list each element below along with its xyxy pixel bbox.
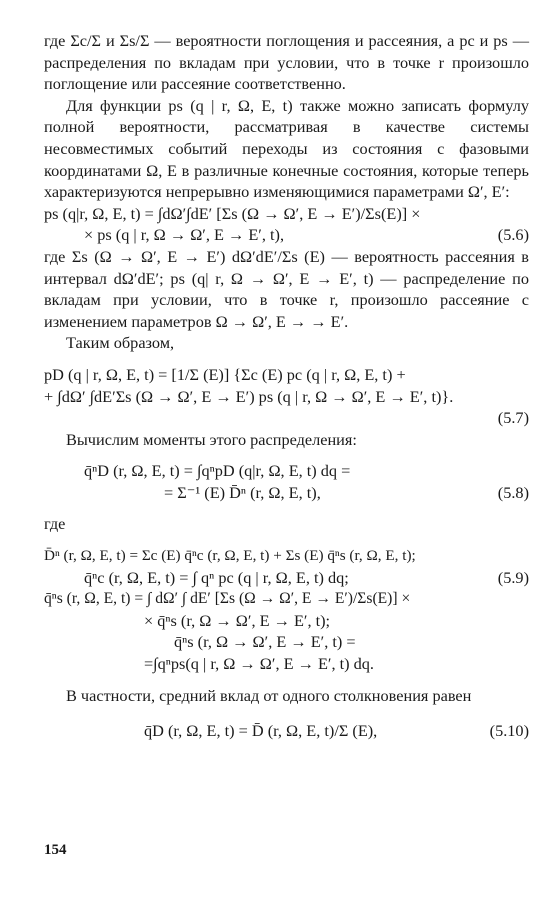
paragraph-7: В частности, средний вклад от одного столкновения равен	[66, 685, 472, 705]
equation-text: pD (q | r, Ω, E, t) = [1/Σ (E)] {Σc (E) pc (q | r, Ω, E, t) +	[44, 364, 406, 384]
equation-text: D̄ⁿ (r, Ω, E, t) = Σc (E) q̄ⁿc (r, Ω, E, t) + Σs (E) q̄ⁿs (r, Ω, E, t);	[44, 547, 416, 565]
equation-number: (5.6)	[497, 225, 529, 245]
equation-text: =∫qⁿps(q | r, Ω → Ω′, E → E′, t) dq.	[144, 654, 374, 674]
paragraph-6: где	[44, 514, 66, 534]
equation-5-7-line-2	[44, 386, 529, 408]
paragraph-1: где Σc/Σ и Σs/Σ — вероятности поглощения и рассеяния, а pc и ps — распределения по вкладам при условии, что в точке r произошло поглощение или рассеяние соответственно.	[44, 31, 529, 94]
paragraph-4: Таким образом,	[66, 333, 175, 353]
paragraph-5: Вычислим моменты этого распределения:	[66, 429, 357, 449]
equation-text: × ps (q | r, Ω → Ω′, E → E′, t),	[84, 225, 285, 245]
equation-5-9-line-4	[44, 610, 529, 632]
page-number: 154	[44, 842, 67, 858]
equation-5-7-number-row	[44, 407, 529, 429]
equation-number: (5.9)	[497, 567, 529, 587]
equation-5-9-line-6	[44, 653, 529, 675]
equation-text: ps (q|r, Ω, E, t) = ∫dΩ′∫dE′ [Σs (Ω → Ω′, E → E′)/Σs(E)] ×	[44, 203, 421, 223]
equation-text: q̄ⁿs (r, Ω, E, t) = ∫ dΩ′ ∫ dE′ [Σs (Ω → Ω′, E → E′)/Σs(E)] ×	[44, 590, 411, 608]
equation-text: = Σ⁻¹ (E) D̄ⁿ (r, Ω, E, t),	[164, 482, 321, 502]
equation-number: (5.10)	[489, 721, 529, 741]
paragraph-3: где Σs (Ω → Ω′, E → E′) dΩ′dE′/Σs (E) — вероятность рассеяния в интервал dΩ′dE′; ps (q| r, Ω → Ω′, E → E′, t) — распределение по вкладам при условии, что в точке r, произошло рассеяние с изменением параметров Ω → Ω′, E → → E′.	[44, 246, 529, 331]
equation-number: (5.8)	[497, 482, 529, 502]
paragraph-2: Для функции ps (q | r, Ω, E, t) также можно записать формулу полной вероятности, рассматривая в качестве системы несовместимых событий переходы из состояния с фазовыми координатами Ω, E в различные конечные состояния, которые теперь характеризуются непрерывно изменяющимися параметрами Ω′, E′:	[44, 95, 529, 202]
equation-5-9-line-2	[44, 567, 529, 589]
equation-5-7-line-1	[44, 364, 529, 386]
equation-text: q̄D (r, Ω, E, t) = D̄ (r, Ω, E, t)/Σ (E),	[144, 721, 378, 741]
equation-text: × q̄ⁿs (r, Ω → Ω′, E → E′, t);	[144, 610, 331, 630]
equation-text: q̄ⁿD (r, Ω, E, t) = ∫qⁿpD (q|r, Ω, E, t) dq =	[84, 461, 351, 481]
equation-5-6-line-2	[44, 224, 529, 246]
equation-text: + ∫dΩ′ ∫dE′Σs (Ω → Ω′, E → E′) ps (q | r, Ω → Ω′, E → E′, t)}.	[44, 386, 454, 406]
equation-5-9-line-3	[44, 588, 529, 610]
equation-text: q̄ⁿc (r, Ω, E, t) = ∫ qⁿ pc (q | r, Ω, E, t) dq;	[84, 567, 349, 587]
equation-5-8-line-1	[44, 460, 529, 482]
equation-5-8-line-2	[44, 482, 529, 504]
equation-text: q̄ⁿs (r, Ω → Ω′, E → E′, t) =	[174, 632, 356, 652]
equation-number: (5.7)	[497, 408, 529, 428]
equation-5-6-line-1	[44, 203, 529, 225]
equation-5-9-line-1	[44, 545, 529, 567]
equation-5-10-line-1	[44, 720, 529, 742]
equation-5-9-line-5	[44, 631, 529, 653]
